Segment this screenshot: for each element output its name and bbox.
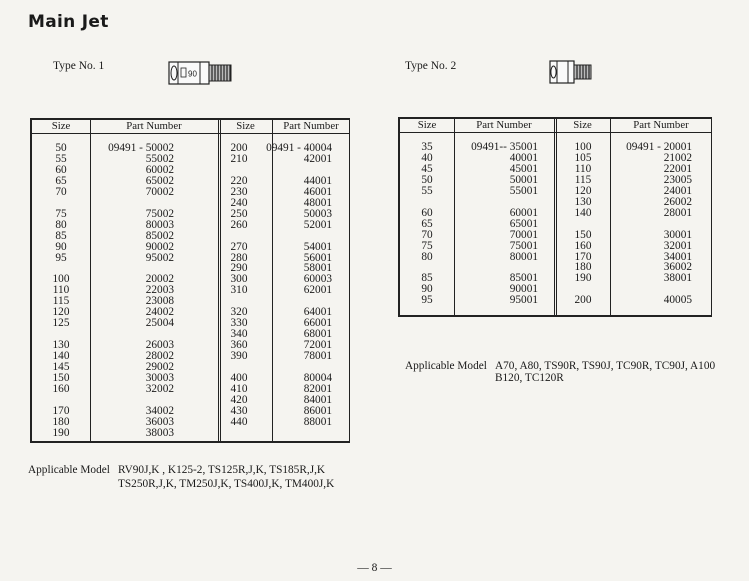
header-part-number: Part Number <box>633 119 689 131</box>
size-column: 100 105 110 115 120 130 140 150 160 170 180 190 200 <box>574 141 592 307</box>
header-size: Size <box>51 120 71 132</box>
header-part-number: Part Number <box>476 119 532 131</box>
page-title: Main Jet <box>28 12 109 32</box>
header-part-number: Part Number <box>283 120 339 132</box>
type2-label: Type No. 2 <box>405 60 457 72</box>
page-number: — 8 — <box>357 562 392 574</box>
part-number-column: 09491 - 50002 55002 60002 65002 70002 75002 80003 85002 90002 95002 20002 22003 23008 24002 25004 26003 28002 29002 30003 32002 34002 36003 38003 <box>108 142 174 439</box>
type1-part-table <box>30 118 350 443</box>
jet-size-marking: 90 <box>188 69 197 79</box>
main-jet-type2-icon <box>549 59 595 85</box>
part-number-column: 09491 - 40004 42001 44001 46001 48001 50003 52001 54001 56001 58001 60003 62001 64001 66001 68001 72001 78001 80004 82001 84001 86001 88001 <box>266 142 332 428</box>
header-size: Size <box>417 119 437 131</box>
part-number-column: 09491 - 20001 21002 22001 23005 24001 26002 28001 30001 32001 34001 36002 38001 40005 <box>626 141 692 307</box>
applicable-model-list: RV90J,K , K125-2, TS125R,J,K, TS185R,J,K <box>118 464 326 476</box>
header-size: Size <box>573 119 592 131</box>
size-column: 50 55 60 65 70 75 80 85 90 95 100 110 115 120 125 130 140 145 150 160 170 180 190 <box>52 142 70 439</box>
type2-part-table <box>398 117 712 317</box>
applicable-model-label: Applicable Model <box>28 464 110 476</box>
type1-label: Type No. 1 <box>53 60 105 72</box>
size-column: 35 40 45 50 55 60 65 70 75 80 85 90 95 <box>421 141 433 307</box>
applicable-model-list: B120, TC120R <box>495 372 564 384</box>
applicable-model-list: A70, A80, TS90R, TS90J, TC90R, TC90J, A100 <box>495 360 716 372</box>
size-column: 200 210 220 230 240 250 260 270 280 290 300 310 320 330 340 360 390 400 410 420 430 440 <box>230 142 248 428</box>
header-part-number: Part Number <box>126 120 182 132</box>
part-number-column: 09491-- 35001 40001 45001 50001 55001 60001 65001 70001 75001 80001 85001 90001 95001 <box>471 141 538 307</box>
main-jet-type1-icon <box>168 58 236 88</box>
applicable-model-label: Applicable Model <box>405 360 487 372</box>
applicable-model-list: TS250R,J,K, TM250J,K, TS400J,K, TM400J,K <box>118 478 335 490</box>
header-size: Size <box>236 120 255 132</box>
